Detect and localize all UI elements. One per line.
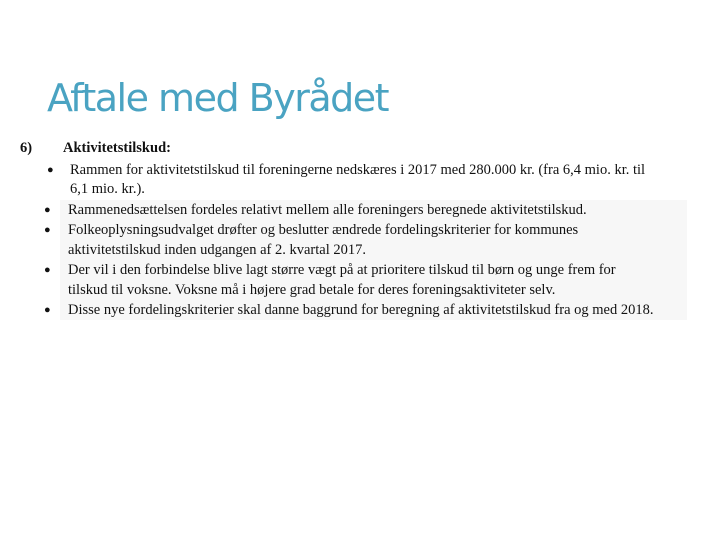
- bullet-text-line: aktivitetstilskud inden udgangen af 2. kvartal 2017.: [68, 242, 366, 258]
- bullet-text-line: Der vil i den forbindelse blive lagt større vægt på at prioritere tilskud til børn og unge frem for: [68, 262, 616, 278]
- bullet-text-line: Disse nye fordelingskriterier skal danne baggrund for beregning af aktivitetstilskud fra og med 2018.: [68, 302, 654, 318]
- bullet-icon: ●: [44, 304, 51, 316]
- bullet-icon: ●: [44, 204, 51, 216]
- bullet-text-line: Rammenedsættelsen fordeles relativt mellem alle foreningers beregnede aktivitetstilskud.: [68, 202, 587, 218]
- slide-title: Aftale med Byrådet: [47, 76, 389, 120]
- bullet-icon: ●: [47, 164, 54, 176]
- bullet-text-line: tilskud til voksne. Voksne må i højere grad betale for deres foreningsaktiviteter selv.: [68, 282, 556, 298]
- bullet-text-line: Rammen for aktivitetstilskud til foreningerne nedskæres i 2017 med 280.000 kr. (fra 6,4 mio. kr. til: [70, 162, 646, 178]
- section-number: 6): [20, 140, 33, 156]
- bullet-text-line: 6,1 mio. kr.).: [70, 181, 145, 197]
- document-excerpt: [20, 138, 672, 323]
- bullet-text-line: Folkeoplysningsudvalget drøfter og beslutter ændrede fordelingskriterier for kommunes: [68, 222, 579, 238]
- bullet-icon: ●: [44, 224, 51, 236]
- section-heading: Aktivitetstilskud:: [63, 140, 171, 156]
- bullet-icon: ●: [44, 264, 51, 276]
